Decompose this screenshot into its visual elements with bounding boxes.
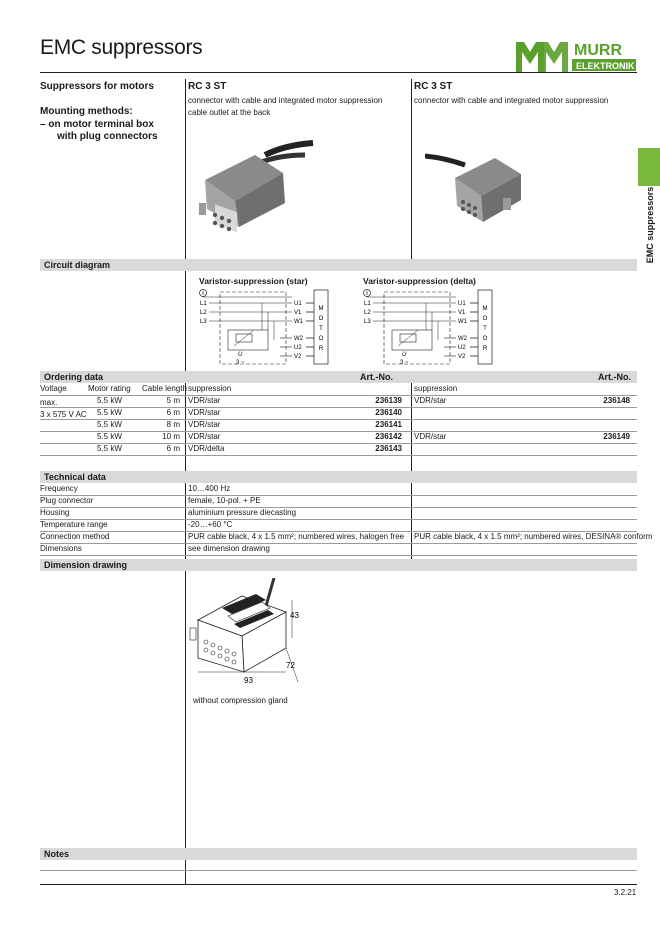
col-suppression-2: suppression bbox=[414, 384, 458, 393]
logo-bottom-text: ELEKTRONIK bbox=[576, 61, 635, 71]
delta-sym: 3 ~ bbox=[400, 360, 409, 366]
ordering-sup1: VDR/star bbox=[188, 432, 221, 441]
circuit-delta-title: Varistor-suppression (delta) bbox=[363, 276, 476, 286]
star-t4: W2 bbox=[294, 336, 303, 342]
ordering-sup2: VDR/star bbox=[414, 432, 447, 441]
intro-heading: Suppressors for motors bbox=[40, 81, 154, 92]
ordering-sup1: VDR/star bbox=[188, 396, 221, 405]
voltage-line-1: max. bbox=[40, 398, 58, 407]
section-circuit: Circuit diagram bbox=[40, 259, 637, 271]
ordering-cable: 10 m bbox=[162, 432, 180, 441]
star-m3: T bbox=[319, 326, 323, 332]
product-2-desc-1: connector with cable and integrated motor suppression bbox=[414, 96, 609, 105]
col-voltage: Voltage bbox=[40, 384, 67, 393]
mount-line-1: – on motor terminal box bbox=[40, 119, 154, 130]
star-t1: U1 bbox=[294, 301, 302, 307]
ordering-rating: 5.5 kW bbox=[97, 432, 122, 441]
circuit-star-diagram bbox=[196, 288, 346, 368]
mount-heading: Mounting methods: bbox=[40, 106, 133, 117]
art-no-header-2: Art.-No. bbox=[598, 372, 631, 382]
section-dimension: Dimension drawing bbox=[40, 559, 637, 571]
dim-43: 43 bbox=[290, 611, 299, 620]
ordering-art1: 236139 bbox=[375, 396, 402, 405]
delta-t5: U2 bbox=[458, 345, 466, 351]
section-notes: Notes bbox=[40, 848, 637, 860]
star-l3: L3 bbox=[200, 319, 207, 325]
star-t6: V2 bbox=[294, 354, 302, 360]
tech-label: Dimensions bbox=[40, 544, 82, 553]
tech-row bbox=[40, 543, 637, 556]
ordering-art1: 236143 bbox=[375, 444, 402, 453]
product-2-name: RC 3 ST bbox=[414, 81, 453, 92]
product-1-desc-2: cable outlet at the back bbox=[188, 108, 271, 117]
dim-72: 72 bbox=[286, 661, 295, 670]
mount-line-2: with plug connectors bbox=[57, 131, 158, 142]
star-m4: O bbox=[318, 336, 324, 342]
delta-m5: R bbox=[482, 346, 488, 352]
ordering-art2: 236148 bbox=[603, 396, 630, 405]
ordering-art1: 236141 bbox=[375, 420, 402, 429]
circuit-delta-diagram bbox=[360, 288, 510, 368]
ordering-rating: 5.5 kW bbox=[97, 408, 122, 417]
dimension-drawing bbox=[186, 578, 316, 698]
delta-l3: L3 bbox=[364, 319, 371, 325]
star-t3: W1 bbox=[294, 319, 303, 325]
delta-m1: M bbox=[482, 306, 488, 312]
circuit-star-title: Varistor-suppression (star) bbox=[199, 276, 308, 286]
tech-v1: see dimension drawing bbox=[188, 544, 270, 553]
ordering-sup1: VDR/star bbox=[188, 408, 221, 417]
side-tab-marker bbox=[638, 148, 660, 186]
page-number: 3.2.21 bbox=[614, 888, 637, 897]
star-u: U bbox=[238, 352, 243, 358]
art-no-header-1: Art.-No. bbox=[360, 372, 393, 382]
column-divider-right-top bbox=[411, 79, 412, 259]
star-l2: L2 bbox=[200, 310, 207, 316]
ordering-art2 bbox=[540, 443, 630, 455]
star-l1: L1 bbox=[200, 301, 207, 307]
col-suppression-1: suppression bbox=[188, 384, 232, 393]
star-m5: R bbox=[318, 346, 324, 352]
ordering-rating: 5.5 kW bbox=[97, 420, 122, 429]
footer-line bbox=[40, 884, 637, 885]
ordering-cable: 5 m bbox=[166, 396, 180, 405]
ordering-art1: 236142 bbox=[375, 432, 402, 441]
tech-label: Plug connector bbox=[40, 496, 94, 505]
murr-logo bbox=[516, 38, 636, 78]
tech-v1: female, 10-pol. + PE bbox=[188, 496, 261, 505]
tech-v1: -20…+60 °C bbox=[188, 520, 233, 529]
delta-t6: V2 bbox=[458, 354, 466, 360]
ordering-rating: 5.5 kW bbox=[97, 444, 122, 453]
star-m2: O bbox=[318, 316, 324, 322]
col-cable: Cable length bbox=[142, 384, 187, 393]
ordering-art1: 236140 bbox=[375, 408, 402, 417]
ordering-sup1: VDR/star bbox=[188, 420, 221, 429]
tech-v1: aluminium pressure diecasting bbox=[188, 508, 297, 517]
ordering-art2: 236149 bbox=[603, 432, 630, 441]
ordering-cable: 6 m bbox=[166, 408, 180, 417]
delta-l2: L2 bbox=[364, 310, 371, 316]
dimension-caption: without compression gland bbox=[193, 696, 288, 705]
ordering-rating: 5.5 kW bbox=[97, 396, 122, 405]
delta-m4: O bbox=[482, 336, 488, 342]
ordering-sup2: VDR/star bbox=[414, 396, 447, 405]
tech-v2: PUR cable black, 4 x 1.5 mm²; numbered wires, DESINA® conform bbox=[414, 532, 653, 541]
logo-top-text: MURR bbox=[574, 42, 622, 59]
star-t5: U2 bbox=[294, 345, 302, 351]
tech-label: Temperature range bbox=[40, 520, 108, 529]
page-title: EMC suppressors bbox=[40, 36, 203, 59]
tech-label: Connection method bbox=[40, 532, 110, 541]
side-tab bbox=[640, 186, 658, 270]
tech-v1: 10…400 Hz bbox=[188, 484, 231, 493]
side-tab-label: EMC suppressors bbox=[645, 186, 655, 264]
section-ordering: Ordering data Art.-No. Art.-No. bbox=[40, 371, 637, 383]
tech-label: Frequency bbox=[40, 484, 78, 493]
delta-m3: T bbox=[483, 326, 487, 332]
product-1-image bbox=[195, 125, 315, 243]
voltage-line-2: 3 x 575 V AC bbox=[40, 410, 87, 419]
dim-93: 93 bbox=[244, 676, 253, 685]
tech-v1: PUR cable black, 4 x 1.5 mm²; numbered wires, halogen free bbox=[188, 532, 405, 541]
star-sym: 3 ~ bbox=[236, 360, 245, 366]
delta-t4: W2 bbox=[458, 336, 467, 342]
product-1-name: RC 3 ST bbox=[188, 81, 227, 92]
delta-u: U bbox=[402, 352, 407, 358]
product-1-desc-1: connector with cable and integrated motor suppression bbox=[188, 96, 383, 105]
section-technical: Technical data bbox=[40, 471, 637, 483]
delta-m2: O bbox=[482, 316, 488, 322]
notes-line bbox=[40, 870, 637, 871]
star-t2: V1 bbox=[294, 310, 302, 316]
delta-t3: W1 bbox=[458, 319, 467, 325]
ordering-sup1: VDR/delta bbox=[188, 444, 225, 453]
delta-t2: V1 bbox=[458, 310, 466, 316]
ordering-cable: 8 m bbox=[166, 420, 180, 429]
tech-label: Housing bbox=[40, 508, 70, 517]
ordering-cable: 6 m bbox=[166, 444, 180, 453]
col-rating: Motor rating bbox=[88, 384, 131, 393]
star-m1: M bbox=[318, 306, 324, 312]
delta-t1: U1 bbox=[458, 301, 466, 307]
delta-l1: L1 bbox=[364, 301, 371, 307]
ordering-row bbox=[40, 443, 637, 456]
